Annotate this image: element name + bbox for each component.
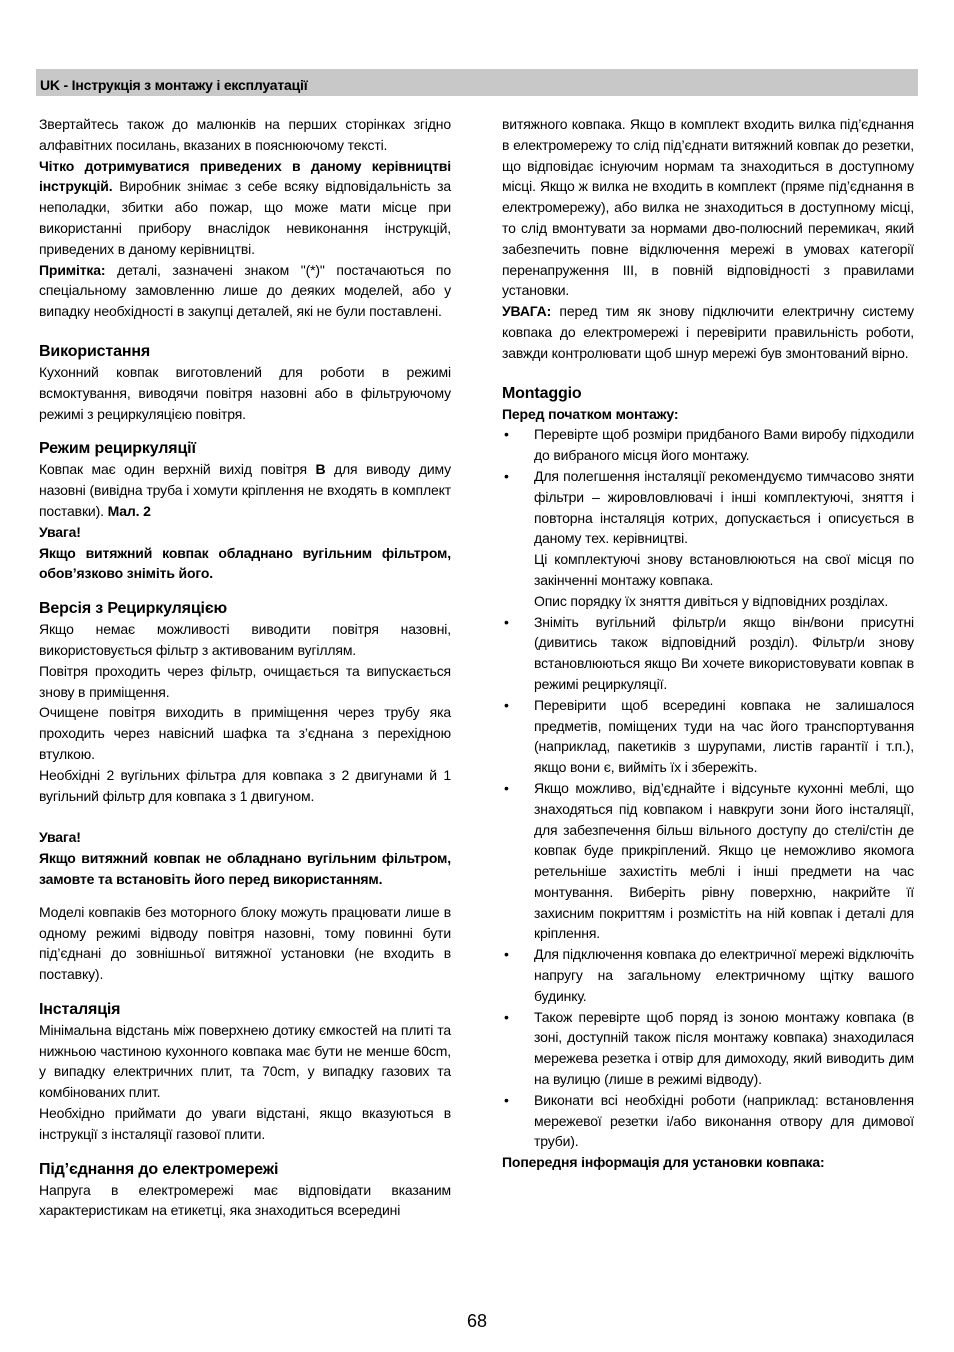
list-item-text: • Виконати всі необхідні роботи (наприклад: встановлення мережевої резетки і/або виконання отвору для димової труби). — [534, 1091, 914, 1150]
list-item-text: • Зніміть вугільний фільтр/и якщо він/вони присутні (дивитись також відповідний розділ). Фільтр/и знову встановлюються якщо Ви хочете використовувати ковпак в режимі рециркуляції. — [534, 613, 914, 692]
outlet-label: B — [315, 461, 326, 478]
usage-heading: Використання — [39, 342, 151, 360]
list-item — [502, 695, 914, 778]
list-item — [502, 1090, 914, 1152]
list-item-text: • Також перевірте щоб поряд із зоною монтажу ковпака (в зоні, доступній також після монтажу ковпака) знаходилася мережева резетка і отвір для димоходу, який виводить дим на вулицю (лише в режимі відводу). — [534, 1008, 914, 1088]
installation-p1: Мінімальна відстань між поверхнею дотику ємкостей на плиті та нижньою частиною кухонного ковпака має бути не менше 60cm, у випадку електричних плит, та 70cm, у випадку газових та комбінованих плит. — [39, 1021, 451, 1101]
montaggio-subheading: Перед початком монтажу: — [502, 405, 679, 422]
recirc-mode-warning-text: Якщо витяжний ковпак обладнано вугільним фільтром, обов’язково зніміть його. — [39, 544, 451, 582]
section-title: UK - Інструкція з монтажу і експлуатації — [40, 77, 308, 93]
page-number: 68 — [466, 1311, 488, 1331]
list-item-text: Опис порядку їх зняття дивіться у відповідних розділах. — [534, 592, 889, 609]
note-label: Примітка: — [39, 261, 106, 278]
recirc-version-p1: Якщо немає можливості виводити повітря назовні, використовується фільтр з активованим вугіллям. — [39, 621, 451, 658]
list-item — [502, 612, 914, 695]
list-item — [502, 466, 914, 612]
left-column — [39, 114, 451, 1221]
note-text: деталі, зазначені знаком "(*)" постачаються по спеціальному замовленню лише до деяких моделей, або у випадку необхідності в закупці деталей, які не були поставлені. — [39, 261, 451, 320]
list-item-text: • Перевірити щоб всередині ковпака не залишалося предметів, поміщених туди на час його транспортування (наприклад, пакетиків з шурупами, листів гарантії і т.п.), якщо вони є, вийміть їх і збережіть. — [534, 696, 914, 776]
recirc-mode-warning-label: Увага! — [39, 523, 81, 540]
recirc-mode-text — [39, 459, 451, 521]
list-item — [502, 944, 914, 1006]
electrical-p1-left: Напруга в електромережі має відповідати вказаним характеристикам на етикетці, яка знаходиться всередині — [39, 1181, 451, 1219]
installation-p2: Необхідно приймати до уваги відстані, якщо вказуються в інструкції з інсталяції газової плити. — [39, 1105, 451, 1142]
intro-paragraph: Звертайтесь також до малюнків на перших сторінках згідно алфавітних посилань, вказаних в пояснюючому тексті. — [39, 116, 451, 153]
electrical-p1-right: витяжного ковпака. Якщо в комплект входить вилка під’єднання в електромережу то слід під’єднати витяжний ковпак до резетки, що відповідає існуючим нормам та знаходиться в доступному місці. Якщо ж вилка не входить в комплект (пряме під’єднання в електромережу), або вилка не знаходиться в доступному місці, то слід вмонтувати за нормами дво-полюсний перемикач, який забезпечить повне відключення мережі в умовах категорії перенапруження III, в повній відповідності з правилами установки. — [502, 116, 914, 299]
recirc-mode-text-b: для виводу диму назовні (вивідна труба і хомути кріплення не входять в комплект поставки). — [39, 461, 451, 519]
preliminary-info-heading: Попередня інформація для установки ковпака: — [502, 1154, 825, 1171]
electrical-warning-text: перед тим як знову підключити електричну систему ковпака до електромережі і перевірити правильність роботи, завжди контролювати щоб шнур мережі був змонтований вірно. — [502, 303, 914, 361]
electrical-warning — [502, 301, 914, 363]
usage-text: Кухонний ковпак виготовлений для роботи в режимі всмоктування, виводячи повітря назовні або в фільтруючому режимі з рециркуляцією повітря. — [39, 363, 451, 422]
recirc-version-p5: Моделі ковпаків без моторного блоку можуть працювати лише в одному режимі відводу повітря назовні, тому повинні бути під’єднані до зовнішньої витяжної установки (не входить в поставку). — [39, 903, 451, 983]
list-item — [502, 1007, 914, 1090]
list-item-text: • Для полегшення інсталяції рекомендуємо тимчасово зняти фільтри – жировловлювачі і інші комплектуючі, зняття і повторна інсталяція котрих, допускається і описується в даному тех. керівництві. — [534, 467, 914, 547]
intro-warning-paragraph — [39, 156, 451, 260]
recirc-version-p3: Очищене повітря виходить в приміщення через трубу яка проходить через навісний шафка та з’єднана з перехідною втулкою. — [39, 704, 451, 762]
list-item — [502, 778, 914, 944]
intro-warning-bold: Чітко дотримуватися приведених в даному керівництві інструкцій. — [39, 157, 451, 195]
installation-heading: Інсталяція — [39, 1000, 121, 1018]
montaggio-heading: Montaggio — [502, 384, 582, 402]
list-item-text: Ці комплектуючі знову встановлюються на свої місця по закінченні монтажу ковпака. — [534, 551, 914, 588]
recirc-version-warning-label: Увага! — [39, 829, 81, 846]
electrical-heading: Під’єднання до електромережі — [39, 1160, 279, 1178]
intro-note-paragraph — [39, 260, 451, 322]
recirc-version-p2: Повітря проходить через фільтр, очищається та випускається знову в приміщення. — [39, 662, 451, 700]
recirc-mode-text-a: Ковпак має один верхній вихід повітря — [39, 461, 316, 478]
list-item-text: • Перевірте щоб розміри придбаного Вами виробу підходили до вибраного місця його монтажу. — [534, 426, 914, 464]
recirc-mode-heading: Режим рециркуляції — [39, 440, 196, 458]
list-item-text: • Якщо можливо, від’єднайте і відсуньте кухонні меблі, що знаходяться під ковпаком і навкруги зони його інсталяції, для забезпечення більш вільного доступу до стелі/стін де ковпак буде прикріплений. Якщо це неможливо якомога ретельніше захистіть меблі і інші предмети на час монтування. Виберіть рівну поверхню, накрийте її захисним покриттям і розмістіть на ній ковпак і деталі для кріплення. — [534, 779, 914, 942]
recirc-version-warning-text: Якщо витяжний ковпак не обладнано вугільним фільтром, замовте та встановіть його перед використанням. — [39, 850, 451, 887]
list-item-text: • Для підключення ковпака до електричної мережі відключіть напругу на загальному електричному щітку вашого будинку. — [534, 946, 914, 1004]
electrical-warning-label: УВАГА: — [502, 303, 552, 320]
list-item — [502, 424, 914, 466]
recirc-version-p4: Необхідні 2 вугільних фільтра для ковпака з 2 двигунами й 1 вугільний фільтр для ковпака з 1 двигуном. — [39, 766, 451, 804]
montaggio-list — [502, 424, 914, 1152]
figure-ref: Мал. 2 — [107, 502, 151, 519]
recirc-version-heading: Версія з Рециркуляцією — [39, 600, 228, 618]
right-column — [502, 114, 914, 1173]
intro-warning-text: Виробник знімає з себе всяку відповідальність за неполадки, збитки або пожар, що може мати місце при використанні прибору внаслідок невиконання інструкцій, приведених в даному керівництві. — [39, 178, 451, 257]
